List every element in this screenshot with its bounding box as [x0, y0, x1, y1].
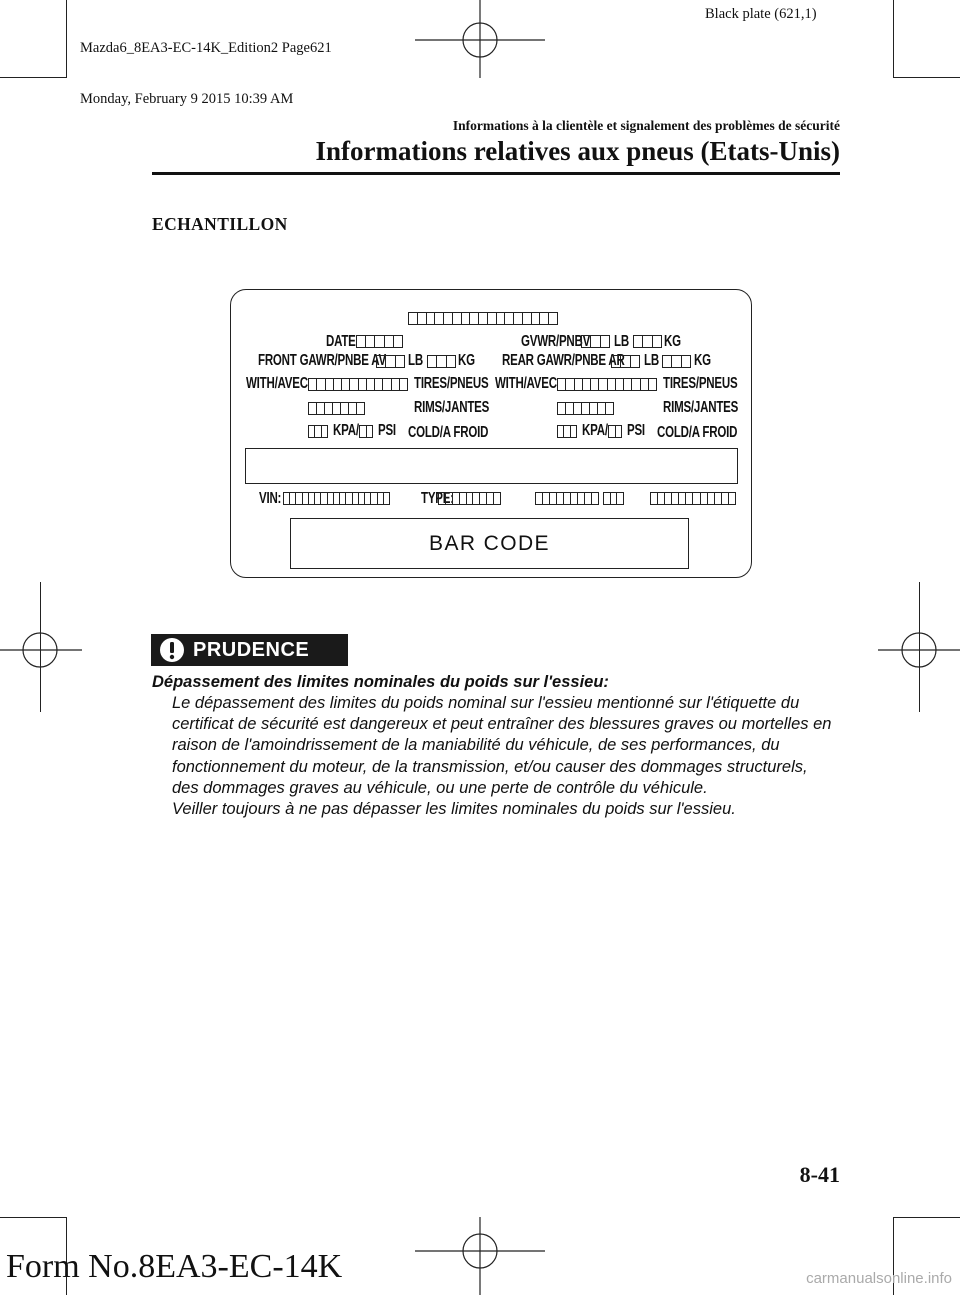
caution-paragraph-2: Veiller toujours à ne pas dépasser les limites nominales du poids sur l'essieu. — [172, 800, 736, 819]
section-subtitle: Informations à la clientèle et signalement des problèmes de sécurité — [452, 118, 840, 133]
label-front-gawr: FRONT GAWR/PNBE AV — [258, 352, 386, 369]
top-box-row — [408, 312, 558, 325]
registration-mark-left — [0, 612, 82, 688]
caution-body — [172, 693, 832, 820]
registration-mark-top — [415, 0, 545, 78]
code-boxes-2 — [603, 492, 624, 505]
label-front-cold: COLD/A FROID — [408, 424, 489, 441]
label-date: DATE — [326, 333, 356, 350]
label-front-psi: PSI — [378, 422, 396, 439]
bar-code-text: BAR CODE — [429, 531, 550, 555]
print-date-line: Monday, February 9 2015 10:39 AM — [80, 91, 294, 107]
form-number: Form No.8EA3-EC-14K — [6, 1248, 343, 1285]
vin-boxes — [283, 492, 390, 505]
label-info-box — [245, 448, 738, 484]
crop-mark-top-left-h — [0, 77, 66, 78]
label-front-kpa: KPA/ — [333, 422, 359, 439]
code-boxes-1 — [535, 492, 599, 505]
registration-mark-right — [878, 612, 960, 688]
front-psi-boxes — [359, 425, 373, 438]
label-rear-cold: COLD/A FROID — [657, 424, 738, 441]
label-type: TYPE: — [421, 490, 454, 507]
label-rear-psi: PSI — [627, 422, 645, 439]
caution-label: PRUDENCE — [193, 638, 310, 661]
label-front-lb: LB — [408, 352, 423, 369]
label-front-kg: KG — [458, 352, 475, 369]
sample-heading: ECHANTILLON — [152, 214, 288, 234]
label-rear-kpa: KPA/ — [582, 422, 608, 439]
registration-mark-bottom — [415, 1217, 545, 1295]
label-rear-gawr: REAR GAWR/PNBE AR — [502, 352, 625, 369]
label-rear-kg: KG — [694, 352, 711, 369]
gvwr-lb-boxes — [581, 335, 610, 348]
code-boxes-3 — [650, 492, 736, 505]
label-vin: VIN: — [259, 490, 282, 507]
title-rule — [152, 172, 840, 175]
crop-mark-top-right-v — [893, 0, 894, 78]
label-rear-lb: LB — [644, 352, 659, 369]
rear-tire-boxes — [557, 378, 657, 391]
print-info — [80, 6, 332, 125]
label-rear-with: WITH/AVEC — [495, 375, 557, 392]
label-rear-tires: TIRES/PNEUS — [663, 375, 738, 392]
crop-mark-bottom-right-h — [894, 1217, 960, 1218]
crop-mark-top-left-v — [66, 0, 67, 78]
label-rear-rims: RIMS/JANTES — [663, 399, 739, 416]
rear-lb-boxes — [611, 355, 640, 368]
label-front-tires: TIRES/PNEUS — [414, 375, 489, 392]
front-tire-boxes — [308, 378, 408, 391]
label-gvwr-lb: LB — [614, 333, 629, 350]
page-title: Informations relatives aux pneus (Etats-Unis) — [315, 136, 840, 166]
front-lb-boxes — [376, 355, 405, 368]
print-file-line: Mazda6_8EA3-EC-14K_Edition2 Page621 — [80, 40, 332, 56]
label-gvwr-kg: KG — [664, 333, 681, 350]
crop-mark-bottom-left-h — [0, 1217, 66, 1218]
date-boxes — [356, 335, 403, 348]
crop-mark-top-right-h — [894, 77, 960, 78]
label-front-rims: RIMS/JANTES — [414, 399, 490, 416]
print-plate: Black plate (621,1) — [705, 6, 817, 22]
front-kpa-boxes — [308, 425, 328, 438]
rear-rim-boxes — [557, 402, 614, 415]
front-rim-boxes — [308, 402, 365, 415]
caution-title: Dépassement des limites nominales du poids sur l'essieu: — [152, 673, 609, 691]
rear-psi-boxes — [608, 425, 622, 438]
gvwr-kg-boxes — [633, 335, 662, 348]
warning-icon — [157, 634, 187, 666]
page-number: 8-41 — [799, 1162, 840, 1187]
rear-kpa-boxes — [557, 425, 577, 438]
label-gvwr: GVWR/PNBV — [521, 333, 591, 350]
watermark: carmanualsonline.info — [806, 1270, 952, 1287]
caution-paragraph-1: Le dépassement des limites du poids nominal sur l'essieu mentionné sur l'étiquette du certificat de sécurité est dangereux et peut entraîner des blessures graves ou mortelles en raison de l'amoindrissement de la maniabilité du véhicule, de ses performances, du fonctionnement du moteur, de la transmission, et/ou causer des dommages structurels, des dommages graves au véhicule, ou une perte de contrôle du véhicule. — [172, 694, 832, 797]
label-front-with: WITH/AVEC — [246, 375, 308, 392]
caution-banner — [151, 634, 348, 666]
type-boxes — [438, 492, 501, 505]
front-kg-boxes — [427, 355, 456, 368]
rear-kg-boxes — [662, 355, 691, 368]
